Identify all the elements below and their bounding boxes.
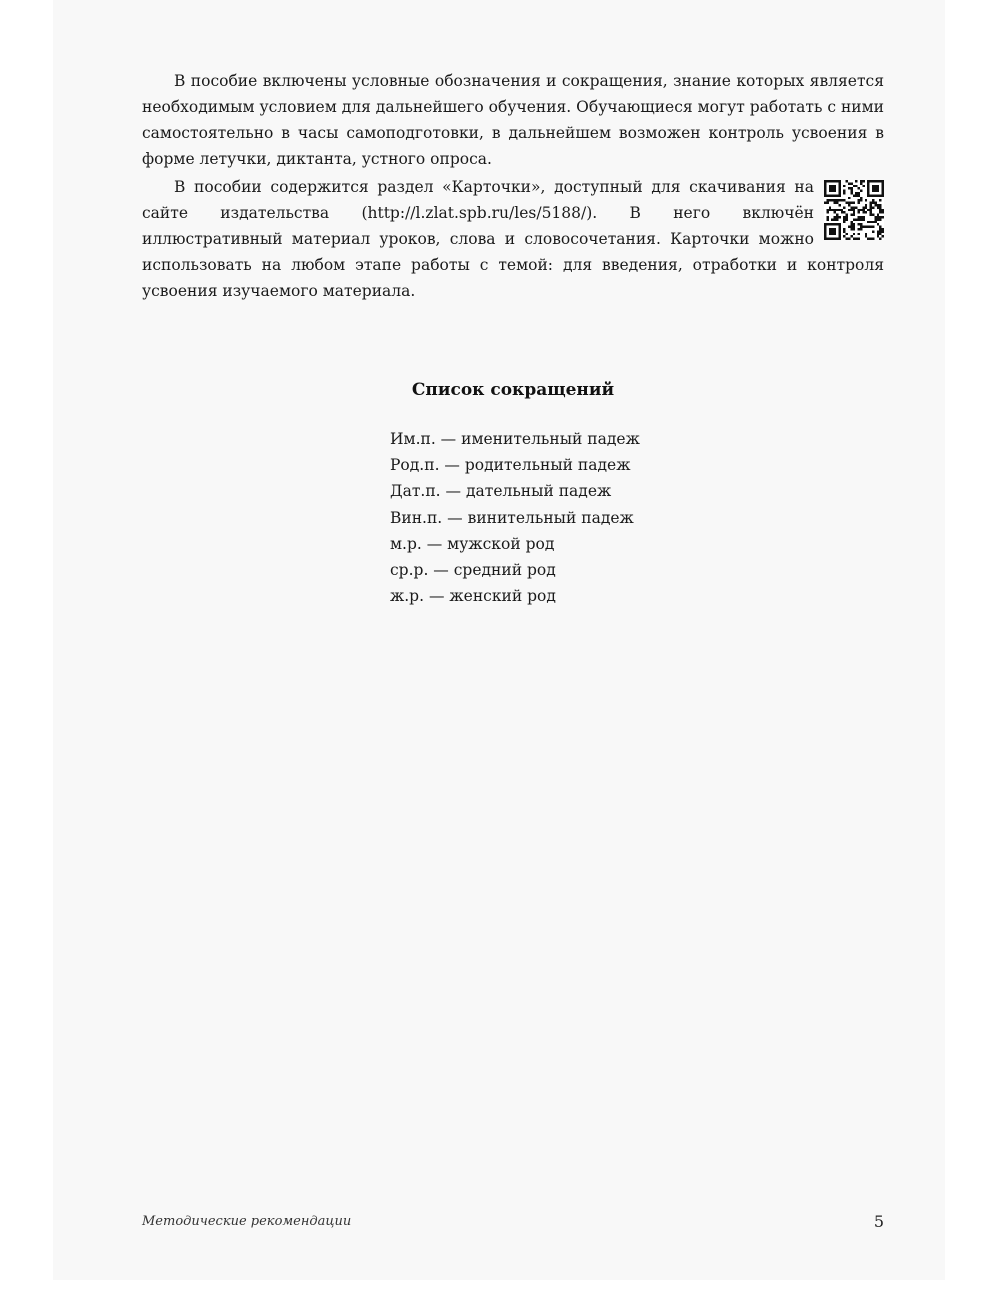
- abbreviation-item: Род.п. — родительный падеж: [390, 456, 631, 475]
- abbreviation-item: Дат.п. — дательный падеж: [390, 482, 612, 501]
- abbreviation-item: Вин.п. — винительный падеж: [390, 508, 634, 527]
- intro-paragraph-2: [142, 174, 884, 304]
- abbreviation-item: м.р. — мужской род: [390, 534, 555, 553]
- running-title: Методические рекомендации: [142, 1214, 352, 1229]
- qr-code-icon[interactable]: [824, 180, 884, 240]
- abbreviation-item: Им.п. — именительный падеж: [390, 430, 640, 448]
- abbreviations-title: Список сокращений: [411, 380, 615, 400]
- abbreviation-item: ср.р. — средний род: [390, 561, 556, 580]
- intro-paragraph-2-text: В пособии содержится раздел «Карточки», доступный для скачивания на сайте издательства (http://l.zlat.spb.ru/les/5188/). В него включён иллюстративный материал уроков, слова и словосочетания. Карточки можно использовать на любом этапе работы с темой: для введения, отработки и контроля усвоения изучаемого материала.: [142, 178, 884, 300]
- abbreviation-item: ж.р. — женский род: [390, 587, 556, 606]
- abbreviations-list: [390, 426, 640, 609]
- intro-paragraph-1: В пособие включены условные обозначения и сокращения, знание которых является необходимым условием для дальнейшего обучения. Обучающиеся могут работать с ними самостоятельно в часы самоподготовки, в дальнейшем возможен контроль усвоения в форме летучки, диктанта, устного опроса.: [142, 72, 884, 168]
- intro-section: [142, 68, 884, 304]
- page-number: 5: [873, 1212, 884, 1231]
